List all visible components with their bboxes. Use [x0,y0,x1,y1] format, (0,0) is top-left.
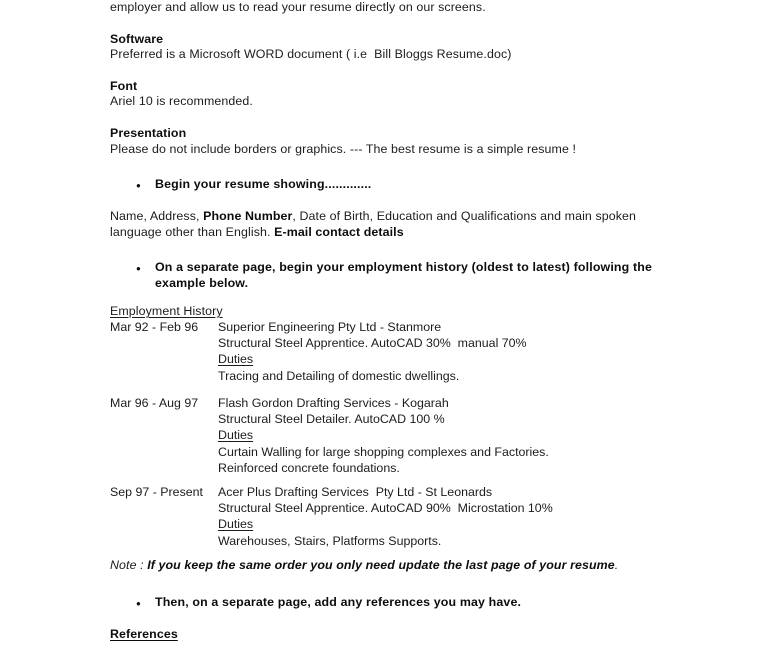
job-entry [110,319,670,384]
bullet-item-begin-resume [136,176,656,194]
personal-details-part1: Name, Address, [110,209,204,223]
job-entry [110,484,670,549]
job-duties-label: Duties [218,517,254,532]
job-duties-label: Duties [218,428,254,443]
job-duty-item: Reinforced concrete foundations. [218,460,400,475]
note-trailing: . [614,558,619,572]
section-body-presentation: Please do not include borders or graphics. --- The best resume is a simple resume ! [110,142,577,156]
bullet-dot-icon [136,594,155,612]
references-heading: References [110,627,178,641]
job-company: Superior Engineering Pty Ltd - Stanmore [218,320,442,334]
intro-line: employer and allow us to read your resume directly on our screens. [110,0,486,14]
job-entry [110,395,670,476]
bullet-dot-icon [136,176,155,194]
job-dates: Mar 96 - Aug 97 [110,396,199,410]
note-emphasis: If you keep the same order you only need update the last page of your resume [147,558,615,572]
bullet-item-employment-history [136,259,660,292]
bullet-label-employment-history: On a separate page, begin your employment history (oldest to latest) following the example below. [155,260,652,291]
note-label: Note : [110,558,148,572]
employment-history-heading: Employment History [110,304,223,318]
bullet-item-references [136,594,656,612]
section-body-font: Ariel 10 is recommended. [110,94,253,108]
job-role: Structural Steel Apprentice. AutoCAD 30% manual 70% [218,336,527,351]
job-duty-item: Tracing and Detailing of domestic dwellings. [218,368,460,383]
bullet-dot-icon [136,259,155,277]
job-role: Structural Steel Apprentice. AutoCAD 90% Microstation 10% [218,501,553,516]
section-heading-font: Font [110,79,138,93]
job-dates: Mar 92 - Feb 96 [110,320,199,334]
note-line [110,557,618,573]
section-heading-software: Software [110,32,164,46]
job-duty-item: Warehouses, Stairs, Platforms Supports. [218,533,442,548]
job-detail-block [218,395,549,476]
job-dates: Sep 97 - Present [110,485,203,499]
job-duties-label: Duties [218,352,254,367]
job-duty-item: Curtain Walling for large shopping complexes and Factories. [218,444,549,459]
personal-details-phone-number: Phone Number [203,209,293,223]
job-company: Flash Gordon Drafting Services - Kogarah [218,396,449,410]
bullet-label-references: Then, on a separate page, add any references you may have. [155,595,522,609]
job-detail-block [218,484,553,549]
job-company: Acer Plus Drafting Services Pty Ltd - St Leonards [218,485,493,499]
job-role: Structural Steel Detailer. AutoCAD 100 % [218,412,445,427]
personal-details-paragraph [110,208,650,240]
section-body-software: Preferred is a Microsoft WORD document ( i.e Bill Bloggs Resume.doc) [110,47,512,61]
bullet-label-begin-resume: Begin your resume showing............. [155,177,372,191]
job-detail-block [218,319,527,384]
section-heading-presentation: Presentation [110,126,187,140]
personal-details-part3: , Date of Birth, Education and Qualifications and main spoken language other than English. [110,209,640,240]
personal-details-email: E-mail contact details [274,225,404,240]
